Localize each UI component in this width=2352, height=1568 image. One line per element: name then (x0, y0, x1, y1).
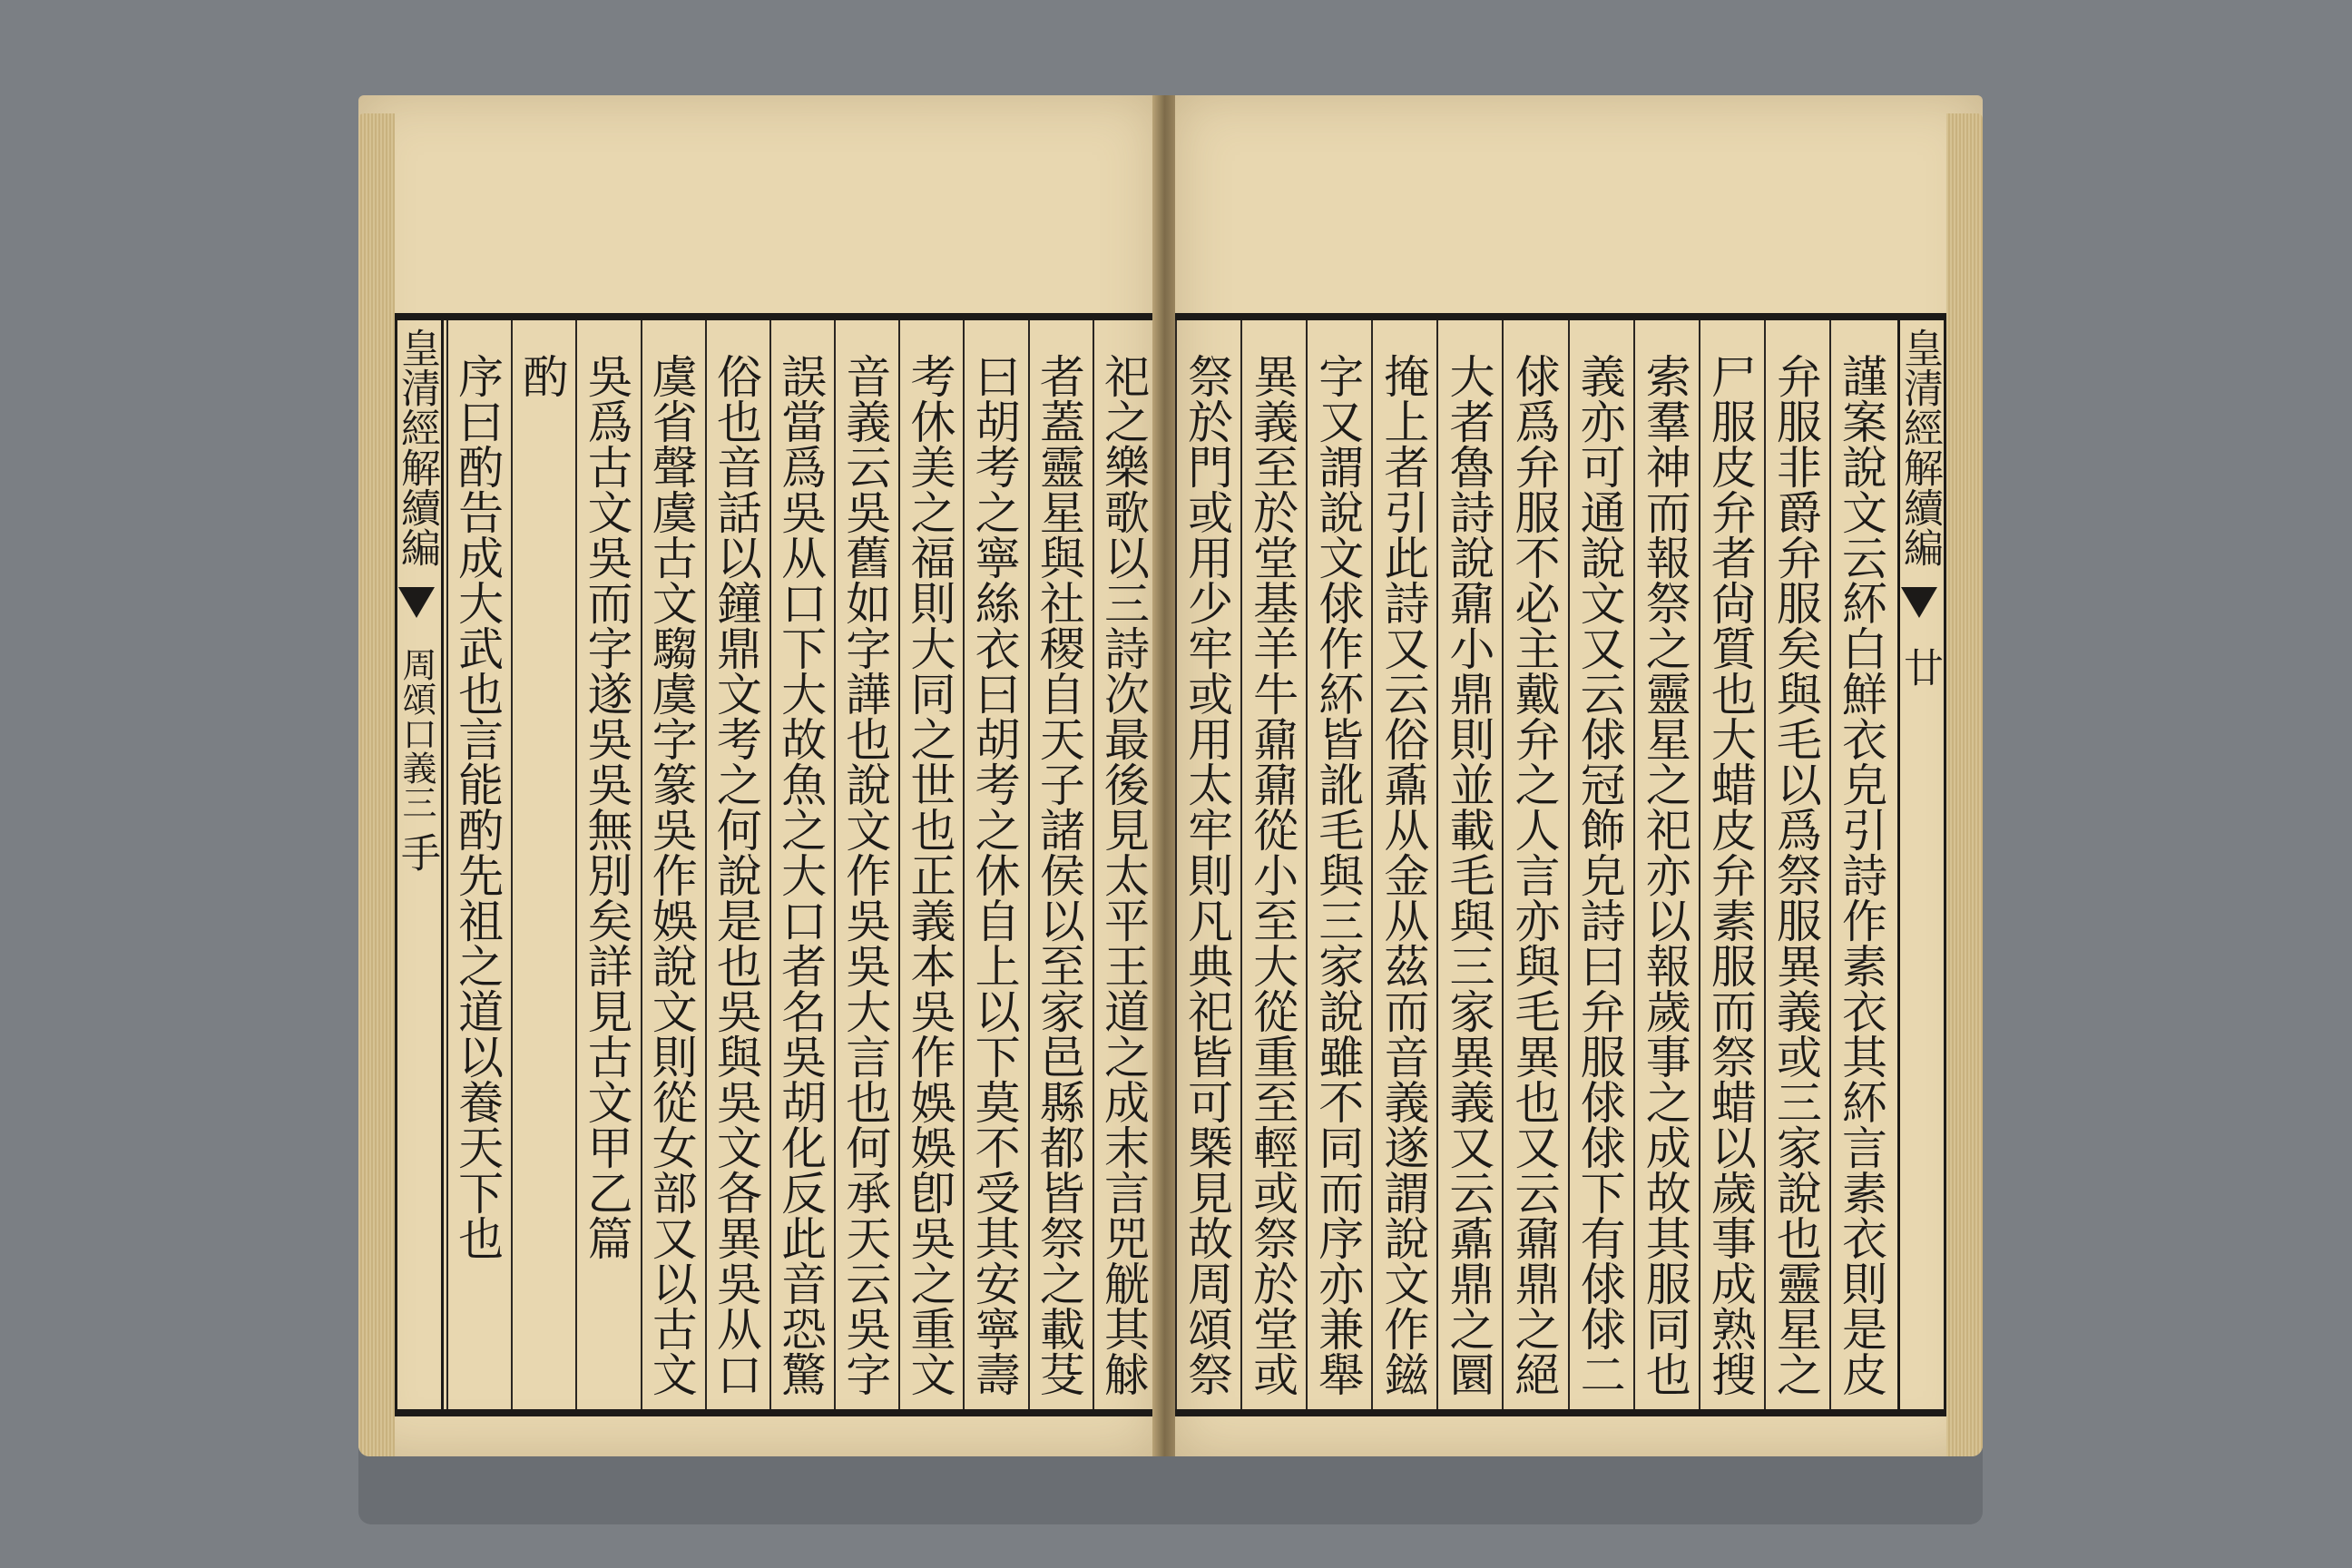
text-column: 掩上者引此詩又云俗鼒从金从茲而音義遂謂說文作鎡 (1371, 320, 1436, 1409)
fish-tail-mark-icon (398, 587, 435, 618)
text-column: 尸服皮弁者尙質也大蜡皮弁素服而祭蜡以歲事成熟搜 (1699, 320, 1764, 1409)
left-banxin-folio: 手 (394, 832, 440, 872)
left-banxin-chapter: 周頌口義三 (397, 647, 436, 819)
right-print-frame (1175, 313, 1946, 1416)
right-banxin-folio: 廿 (1896, 647, 1943, 687)
left-print-frame (395, 313, 1157, 1416)
text-column: 誤當爲吳从口下大故魚之大口者名吳胡化反此音恐驚 (769, 320, 834, 1409)
text-column: 異義至於堂基羊牛鼐鼐從小至大從重至輕或祭於堂或 (1240, 320, 1306, 1409)
text-column: 俗也音話以鐘鼎文考之何說是也吳與吳文各異吳从口 (705, 320, 769, 1409)
text-column: 索羣神而報祭之靈星之祀亦以報歲事之成故其服同也 (1633, 320, 1699, 1409)
text-column: 弁服非爵弁服矣與毛以爲祭服異義或三家說也靈星之 (1764, 320, 1829, 1409)
text-column: 序曰酌告成大武也言能酌先祖之道以養天下也 (446, 320, 511, 1409)
text-column: 音義云吳舊如字譁也說文作吳吳大言也何承天云吳字 (834, 320, 898, 1409)
right-text-columns (1175, 320, 1895, 1409)
text-column: 考休美之福則大同之世也正義本吳作娛娛卽吳之重文 (898, 320, 963, 1409)
right-fore-edge (1946, 113, 1983, 1456)
text-column: 曰胡考之寧絲衣曰胡考之休自上以下莫不受其安寧壽 (963, 320, 1027, 1409)
text-column: 俅爲弁服不必主戴弁之人言亦與毛異也又云鼐鼎之絕 (1502, 320, 1567, 1409)
text-column: 謹案說文云紑白鮮衣皃引詩作素衣其紑言素衣則是皮 (1829, 320, 1895, 1409)
left-banxin (395, 320, 444, 1409)
text-column: 祭於門或用少牢或用太牢則凡典祀皆可槩見故周頌祭 (1175, 320, 1240, 1409)
open-book (358, 95, 1983, 1502)
text-column: 大者魯詩說鼐小鼎則並載毛與三家異義又云鼒鼎之圜 (1436, 320, 1502, 1409)
text-column: 虞省聲虞古文騶虞字篆吳作娛說文則從女部又以古文 (641, 320, 705, 1409)
left-text-columns (446, 320, 1157, 1409)
right-page (1175, 95, 1983, 1456)
right-banxin-title: 皇清經解續編 (1896, 328, 1943, 567)
right-banxin (1897, 320, 1946, 1409)
text-column: 義亦可通說文又云俅冠飾皃詩曰弁服俅俅下有俅俅二 (1568, 320, 1633, 1409)
left-banxin-title: 皇清經解續編 (394, 328, 440, 567)
text-column: 者蓋靈星與社稷自天子諸侯以至家邑縣都皆祭之載芟 (1028, 320, 1093, 1409)
left-fore-edge (358, 113, 395, 1456)
section-heading-column: 酌 (511, 320, 575, 1409)
fish-tail-mark-icon (1901, 587, 1937, 618)
text-column: 祀之樂歌以三詩次最後見太平王道之成末言兕觥其觩 (1093, 320, 1157, 1409)
text-column: 字又謂說文俅作紑皆訛毛與三家說雖不同而序亦兼舉 (1306, 320, 1371, 1409)
left-page (358, 95, 1157, 1456)
text-column: 吳爲古文吳而字遂吳吳無別矣詳見古文甲乙篇 (575, 320, 640, 1409)
